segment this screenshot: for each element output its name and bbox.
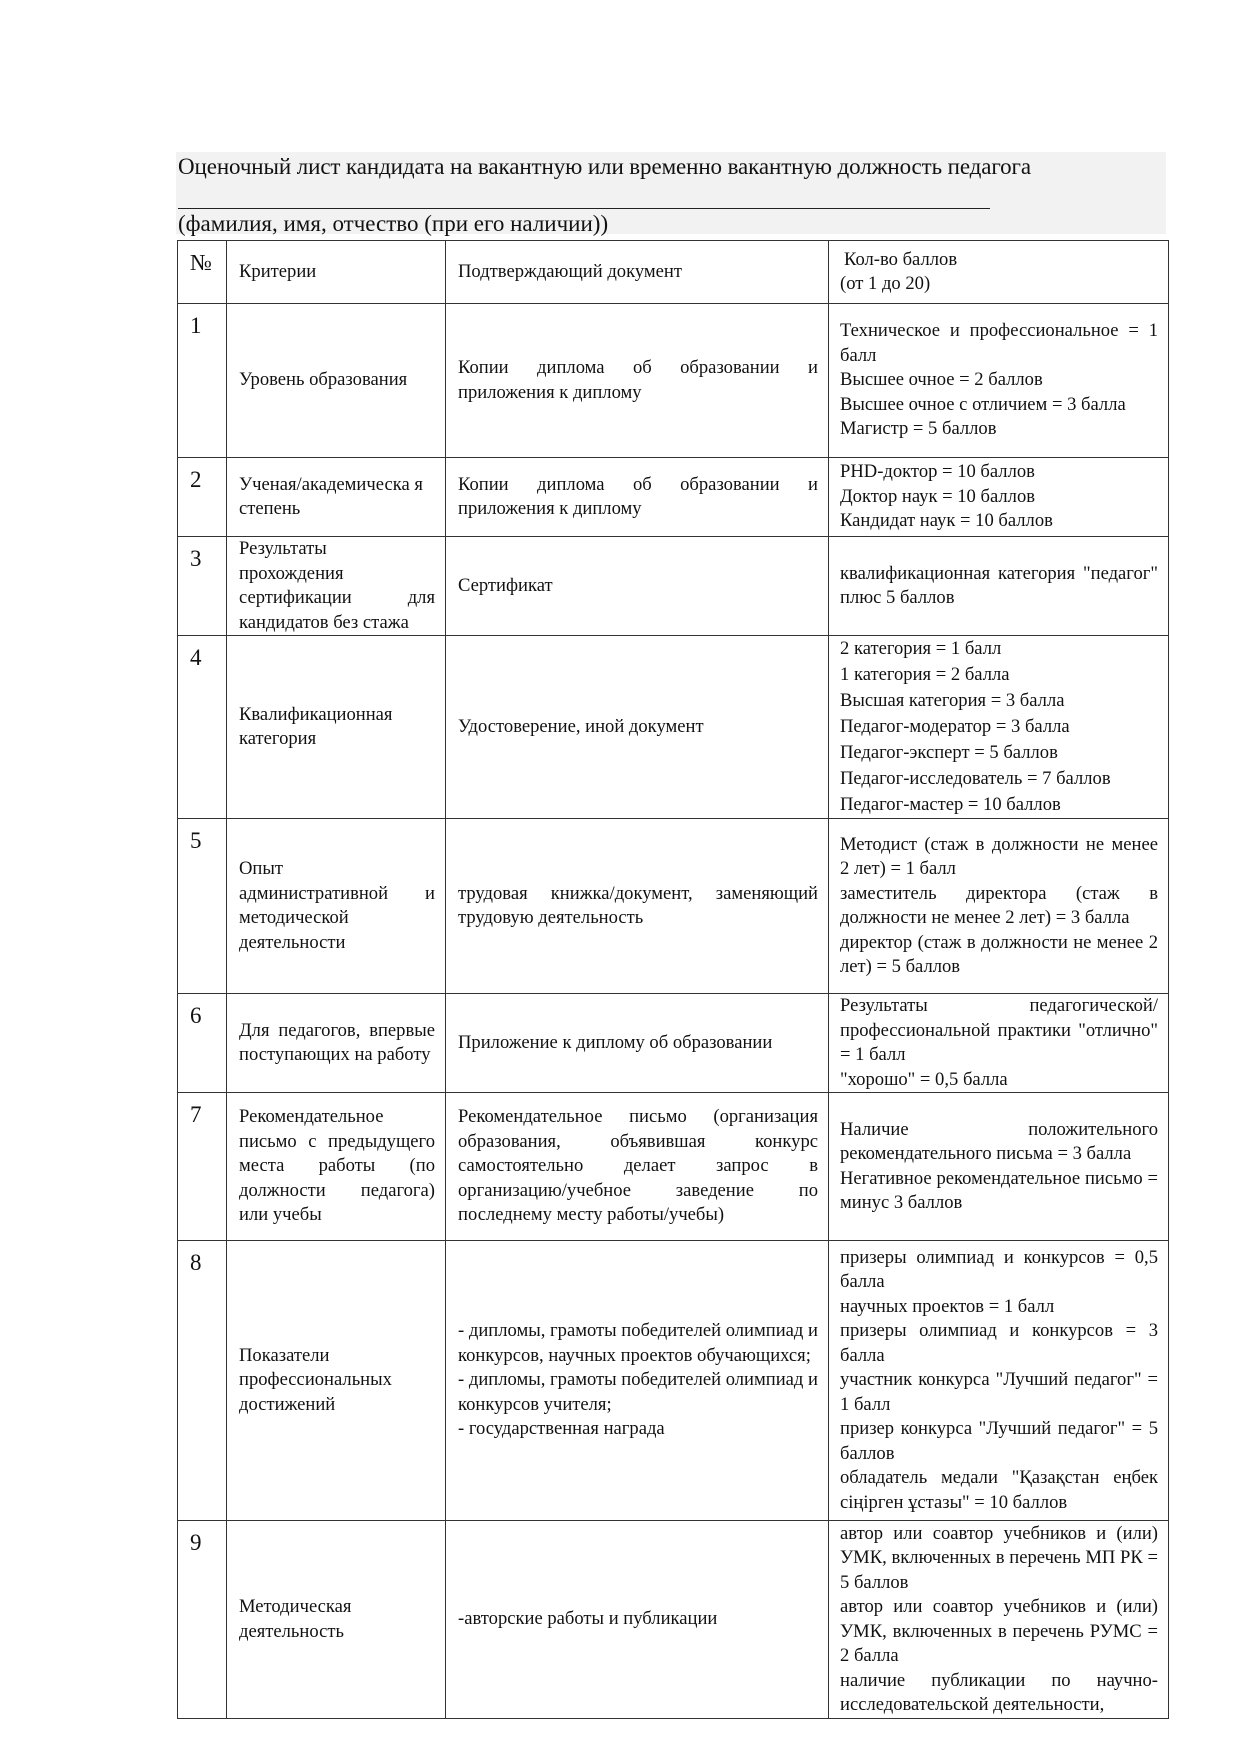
points-line: Педагог-мастер = 10 баллов <box>840 794 1061 815</box>
header-points-label: Кол-во баллов <box>844 248 958 270</box>
points-line: призер конкурса "Лучший педагог" = 5 баллов <box>840 1418 1158 1464</box>
points-line: Высшее очное = 2 баллов <box>840 369 1043 391</box>
points-line: 1 категория = 2 балла <box>840 664 1010 685</box>
document-line: - дипломы, грамоты победителей олимпиад и конкурсов учителя; <box>458 1369 818 1415</box>
row-document: трудовая книжка/документ, заменяющий трудовую деятельность <box>446 819 829 994</box>
points-line: призеры олимпиад и конкурсов = 0,5 балла <box>840 1246 1158 1293</box>
row-number: 9 <box>178 1521 227 1719</box>
row-criteria: Методическая деятельность <box>227 1521 446 1719</box>
table-row <box>178 1521 1169 1719</box>
row-number: 3 <box>178 537 227 636</box>
row-criteria: Ученая/академическа я степень <box>227 458 446 537</box>
points-line: Методист (стаж в должности не менее 2 лет) = 1 балл <box>840 833 1158 879</box>
points-line: 2 категория = 1 балл <box>840 638 1002 659</box>
points-line: Доктор наук = 10 баллов <box>840 485 1036 507</box>
name-field-caption: (фамилия, имя, отчество (при его наличии)) <box>178 211 609 236</box>
row-number: 6 <box>178 994 227 1093</box>
row-criteria: Уровень образования <box>227 304 446 458</box>
header-document <box>446 241 829 304</box>
points-line: Педагог-исследователь = 7 баллов <box>840 768 1111 789</box>
points-line: автор или соавтор учебников и (или) УМК, включенных в перечень РУМС = 2 балла <box>840 1596 1158 1666</box>
points-line: наличие публикации по научно-исследовательской деятельности, <box>840 1669 1158 1715</box>
points-line: директор (стаж в должности не менее 2 лет) = 5 баллов <box>840 931 1158 977</box>
page-title: Оценочный лист кандидата на вакантную или временно вакантную должность педагога <box>178 154 1031 179</box>
points-line: обладатель медали "Қазақстан еңбек сіңірген ұстазы" = 10 баллов <box>840 1467 1158 1513</box>
row-number: 8 <box>178 1241 227 1521</box>
points-line: квалификационная категория "педагог" плюс 5 баллов <box>840 562 1158 608</box>
row-number: 4 <box>178 636 227 819</box>
points-line: Педагог-эксперт = 5 баллов <box>840 742 1058 763</box>
row-criteria: Рекомендательное письмо с предыдущего места работы (по должности педагога) или учебы <box>227 1093 446 1241</box>
row-points <box>829 1521 1169 1719</box>
table-row <box>178 819 1169 994</box>
points-line: заместитель директора (стаж в должности не менее 2 лет) = 3 балла <box>840 882 1158 928</box>
header-points <box>829 241 1169 304</box>
points-line: автор или соавтор учебников и (или) УМК, включенных в перечень МП РК = 5 баллов <box>840 1522 1158 1593</box>
row-number: 1 <box>178 304 227 458</box>
points-line: PHD-доктор = 10 баллов <box>840 461 1035 483</box>
row-document <box>446 1241 829 1521</box>
points-line: научных проектов = 1 балл <box>840 1295 1055 1317</box>
row-number: 7 <box>178 1093 227 1241</box>
row-document: Копии диплома об образовании и приложения к диплому <box>446 304 829 458</box>
table-row <box>178 537 1169 636</box>
header-number: № <box>178 241 227 304</box>
points-line: участник конкурса "Лучший педагог" = 1 балл <box>840 1369 1158 1415</box>
table-header-row <box>178 241 1169 304</box>
header-criteria: Критерии <box>227 241 446 304</box>
header-points-range: (от 1 до 20) <box>840 273 931 294</box>
points-line: Техническое и профессиональное = 1 балл <box>840 320 1158 366</box>
header-document-label: Подтверждающий документ <box>458 260 682 282</box>
points-line: Кандидат наук = 10 баллов <box>840 510 1053 532</box>
points-line: Высшая категория = 3 балла <box>840 690 1065 711</box>
row-criteria: Результаты прохождения сертификации для кандидатов без стажа <box>227 537 446 636</box>
row-number: 2 <box>178 458 227 537</box>
row-points <box>829 304 1169 458</box>
table-row <box>178 994 1169 1093</box>
table-row <box>178 636 1169 819</box>
points-line: Результаты педагогической/ профессиональной практики "отлично" = 1 балл <box>840 995 1158 1065</box>
row-points <box>829 1241 1169 1521</box>
table-row <box>178 304 1169 458</box>
name-fill-line <box>178 208 990 209</box>
row-points <box>829 537 1169 636</box>
table-row <box>178 1093 1169 1241</box>
row-criteria: Квалификационная категория <box>227 636 446 819</box>
row-points <box>829 636 1169 819</box>
evaluation-table <box>177 240 1169 1719</box>
row-criteria: Опыт административной и методической деятельности <box>227 819 446 994</box>
row-document: -авторские работы и публикации <box>446 1521 829 1719</box>
points-line: Педагог-модератор = 3 балла <box>840 716 1070 737</box>
document-line: - государственная награда <box>458 1418 665 1440</box>
points-line: "хорошо" = 0,5 балла <box>840 1068 1008 1090</box>
row-document: Сертификат <box>446 537 829 636</box>
row-points <box>829 994 1169 1093</box>
row-criteria: Для педагогов, впервые поступающих на работу <box>227 994 446 1093</box>
row-document: Приложение к диплому об образовании <box>446 994 829 1093</box>
points-line: Магистр = 5 баллов <box>840 418 997 440</box>
table-row <box>178 458 1169 537</box>
points-line: призеры олимпиад и конкурсов = 3 балла <box>840 1320 1158 1366</box>
table-row <box>178 1241 1169 1521</box>
points-line: Негативное рекомендательное письмо = минус 3 баллов <box>840 1167 1158 1213</box>
row-criteria: Показатели профессиональных достижений <box>227 1241 446 1521</box>
points-line: Высшее очное с отличием = 3 балла <box>840 393 1126 415</box>
points-line: Наличие положительного рекомендательного письма = 3 балла <box>840 1118 1158 1164</box>
row-points <box>829 458 1169 537</box>
row-document: Рекомендательное письмо (организация образования, объявившая конкурс самостоятельно делает запрос в организацию/учебное заведение по последнему месту работы/учебы) <box>446 1093 829 1241</box>
row-document: Удостоверение, иной документ <box>446 636 829 819</box>
document-line: - дипломы, грамоты победителей олимпиад и конкурсов, научных проектов обучающихся; <box>458 1320 818 1366</box>
row-points <box>829 819 1169 994</box>
row-number: 5 <box>178 819 227 994</box>
row-points <box>829 1093 1169 1241</box>
row-document: Копии диплома об образовании и приложения к диплому <box>446 458 829 537</box>
